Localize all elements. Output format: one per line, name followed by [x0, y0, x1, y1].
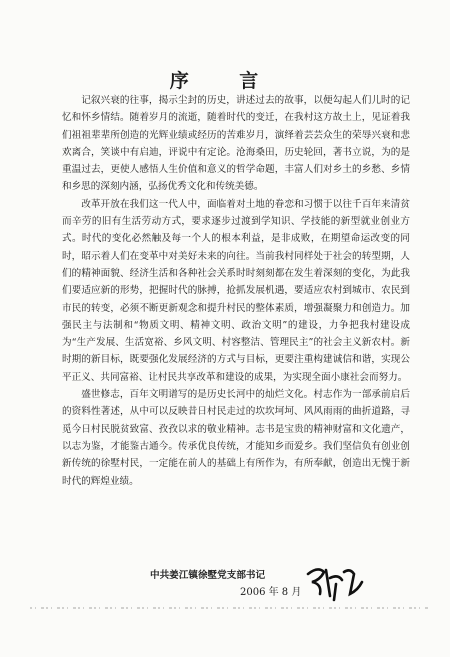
handwritten-signature — [300, 560, 370, 604]
preface-body — [62, 92, 410, 490]
scan-artifact-line — [30, 606, 430, 610]
signature-author: 中共姜江镇徐墅党支部书记 — [150, 570, 266, 581]
page-title: 序 言 — [169, 70, 281, 92]
paragraph-3: 盛世修志，百年文明谱写的是历史长河中的灿烂文化。村志作为一部承前启后的资料性著述，从中可以反映昔日村民走过的坎坎坷坷、风风雨雨的曲折道路，寻觅今日村民脱贫致富、孜孜以求的敬业精神。志书是宝贵的精神财富和文化遗产，以志为鉴，才能鉴古通今。传承优良传统，才能知乡而爱乡。我们坚信负有创业创新传统的徐墅村民，一定能在前人的基础上有所作为，有所奉献，创造出无愧于新时代的辉煌业绩。 — [62, 389, 410, 487]
paragraph-1: 记叙兴衰的往事，揭示尘封的历史，讲述过去的故事，以便勾起人们儿时的记忆和怀乡情结。随着岁月的流逝，随着时代的变迁，在我村这方故土上，见证着我们祖祖辈辈所创造的光辉业绩或经历的苦难岁月，演绎着芸芸众生的荣辱兴衰和悲欢离合，笑谈中有启迪，评说中有定论。沧海桑田，历史轮回，著书立说，为的是重温过去，更使人感悟人生价值和意义的哲学命题，丰富人们对乡土的乡愁、乡情和乡思的深刻内涵，弘扬优秀文化和传统美德。 — [62, 95, 410, 193]
paragraph-2: 改革开放在我们这一代人中，面临着对土地的眷恋和习惯于以往千百年来清贫而辛劳的旧有生活劳动方式，要求逐步过渡到学知识、学技能的新型就业创业方式。时代的变化必然触及每一个人的根本利益，是非成败，在期望命运改变的同时，昭示着人们在变革中对美好未来的向往。当前我村同样处于社会的转型期，人们的精神面貌、经济生活和各种社会关系时时刻刻都在发生着深刻的变化，为此我们要适应新的形势，把握时代的脉搏，抢抓发展机遇，要适应农村到城市、农民到市民的转变，必须不断更新观念和提升村民的整体素质，增强凝聚力和创造力。加强民主与法制和“物质文明、精神文明、政治文明”的建设，力争把我村建设成为“生产发展、生活宽裕、乡风文明、村容整洁、管理民主”的社会主义新农村。新时期的新目标，既要强化发展经济的方式与目标，更要注重构建诚信和谐，实现公平正义、共同富裕、让村民共享改革和建设的成果，为实现全面小康社会而努力。 — [62, 198, 410, 383]
signature-date: 2006 年 8 月 — [240, 587, 302, 598]
